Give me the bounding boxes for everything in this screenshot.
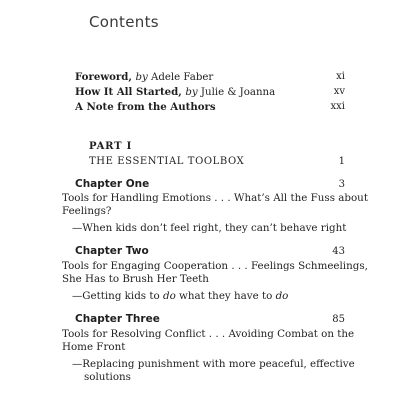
- chapter-two-subtitle: —Getting kids to do what they have to do: [72, 290, 289, 302]
- page-number: 3: [338, 179, 345, 190]
- chapter-one-title-line2: Feelings?: [62, 205, 112, 217]
- part-title[interactable]: THE ESSENTIAL TOOLBOX: [89, 156, 245, 167]
- page-title: Contents: [89, 13, 159, 31]
- page-number: 85: [332, 314, 345, 325]
- chapter-three-title-line2: Home Front: [62, 341, 126, 353]
- entry-title: How It All Started,: [75, 86, 182, 98]
- page-number: 1: [338, 156, 345, 167]
- toc-entry-note-from-authors[interactable]: [75, 101, 216, 113]
- chapter-one-subtitle: —When kids don’t feel right, they can’t behave right: [72, 222, 347, 234]
- chapter-three-label[interactable]: Chapter Three: [75, 313, 160, 325]
- chapter-three-subtitle-line2: solutions: [84, 371, 131, 383]
- page-number: xv: [333, 86, 345, 97]
- page-number: xi: [336, 71, 345, 82]
- toc-entry-foreword[interactable]: [75, 71, 213, 83]
- entry-title: Foreword,: [75, 71, 132, 83]
- chapter-one-title-line1: Tools for Handling Emotions . . . What’s All the Fuss about: [62, 192, 368, 204]
- entry-author: Adele Faber: [151, 72, 214, 83]
- entry-by: by: [135, 72, 148, 83]
- chapter-one-label[interactable]: Chapter One: [75, 178, 150, 190]
- part-label: PART I: [89, 141, 133, 152]
- entry-title: A Note from the Authors: [75, 101, 216, 113]
- chapter-three-title-line1: Tools for Resolving Conflict . . . Avoiding Combat on the: [62, 328, 355, 340]
- entry-by: by: [185, 87, 198, 98]
- page-number: xxi: [330, 101, 345, 112]
- toc-entry-how-it-started[interactable]: [75, 86, 275, 98]
- chapter-two-label[interactable]: Chapter Two: [75, 245, 149, 257]
- chapter-two-title-line2: She Has to Brush Her Teeth: [62, 273, 209, 285]
- chapter-three-subtitle-line1: —Replacing punishment with more peaceful, effective: [72, 358, 355, 370]
- page-number: 43: [332, 246, 345, 257]
- chapter-two-title-line1: Tools for Engaging Cooperation . . . Feelings Schmeelings,: [62, 260, 368, 272]
- entry-author: Julie & Joanna: [200, 87, 276, 98]
